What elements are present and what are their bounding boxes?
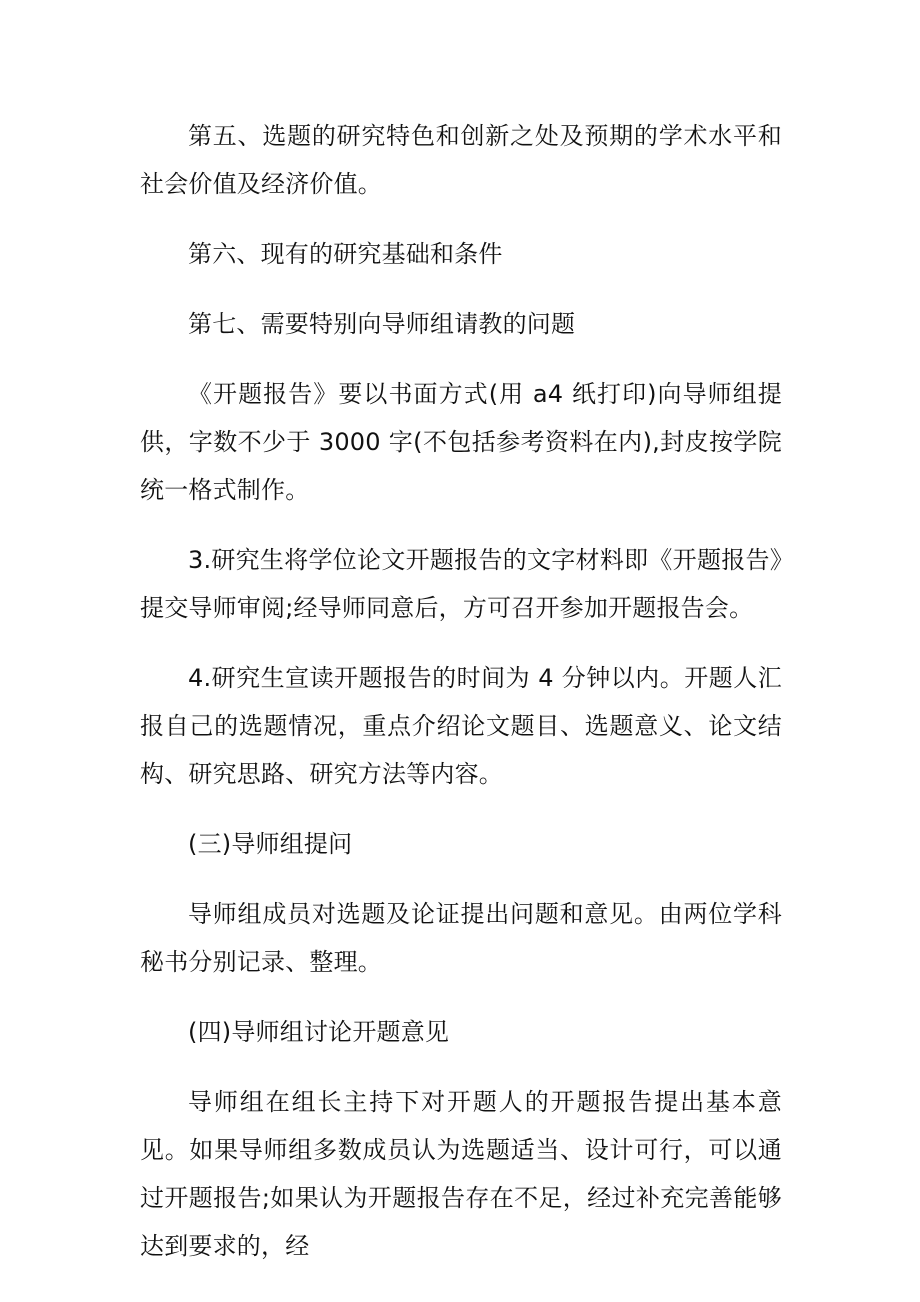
section-heading-advisor-discussion: (四)导师组讨论开题意见 bbox=[188, 1018, 450, 1046]
paragraph-advisor-discussion: 导师组在组长主持下对开题人的开题报告提出基本意见。如果导师组多数成员认为选题适当、设计可行，可以通过开题报告;如果认为开题报告存在不足，经过补充完善能够达到要求的，经 bbox=[140, 1088, 782, 1260]
paragraph-questions-for-advisors: 第七、需要特别向导师组请教的问题 bbox=[188, 310, 576, 338]
document-body bbox=[140, 112, 782, 1292]
paragraph-research-features: 第五、选题的研究特色和创新之处及预期的学术水平和社会价值及经济价值。 bbox=[140, 122, 782, 198]
paragraph-report-format: 《开题报告》要以书面方式(用 a4 纸打印)向导师组提供，字数不少于 3000 字(不包括参考资料在内),封皮按学院统一格式制作。 bbox=[140, 380, 782, 504]
section-heading-advisor-questions: (三)导师组提问 bbox=[188, 830, 353, 858]
paragraph-advisor-questions: 导师组成员对选题及论证提出问题和意见。由两位学科秘书分别记录、整理。 bbox=[140, 900, 782, 976]
paragraph-step-4: 4.研究生宣读开题报告的时间为 4 分钟以内。开题人汇报自己的选题情况，重点介绍论文题目、选题意义、论文结构、研究思路、研究方法等内容。 bbox=[140, 664, 782, 788]
paragraph-step-3: 3.研究生将学位论文开题报告的文字材料即《开题报告》提交导师审阅;经导师同意后，方可召开参加开题报告会。 bbox=[140, 546, 782, 622]
paragraph-research-basis: 第六、现有的研究基础和条件 bbox=[188, 240, 503, 268]
